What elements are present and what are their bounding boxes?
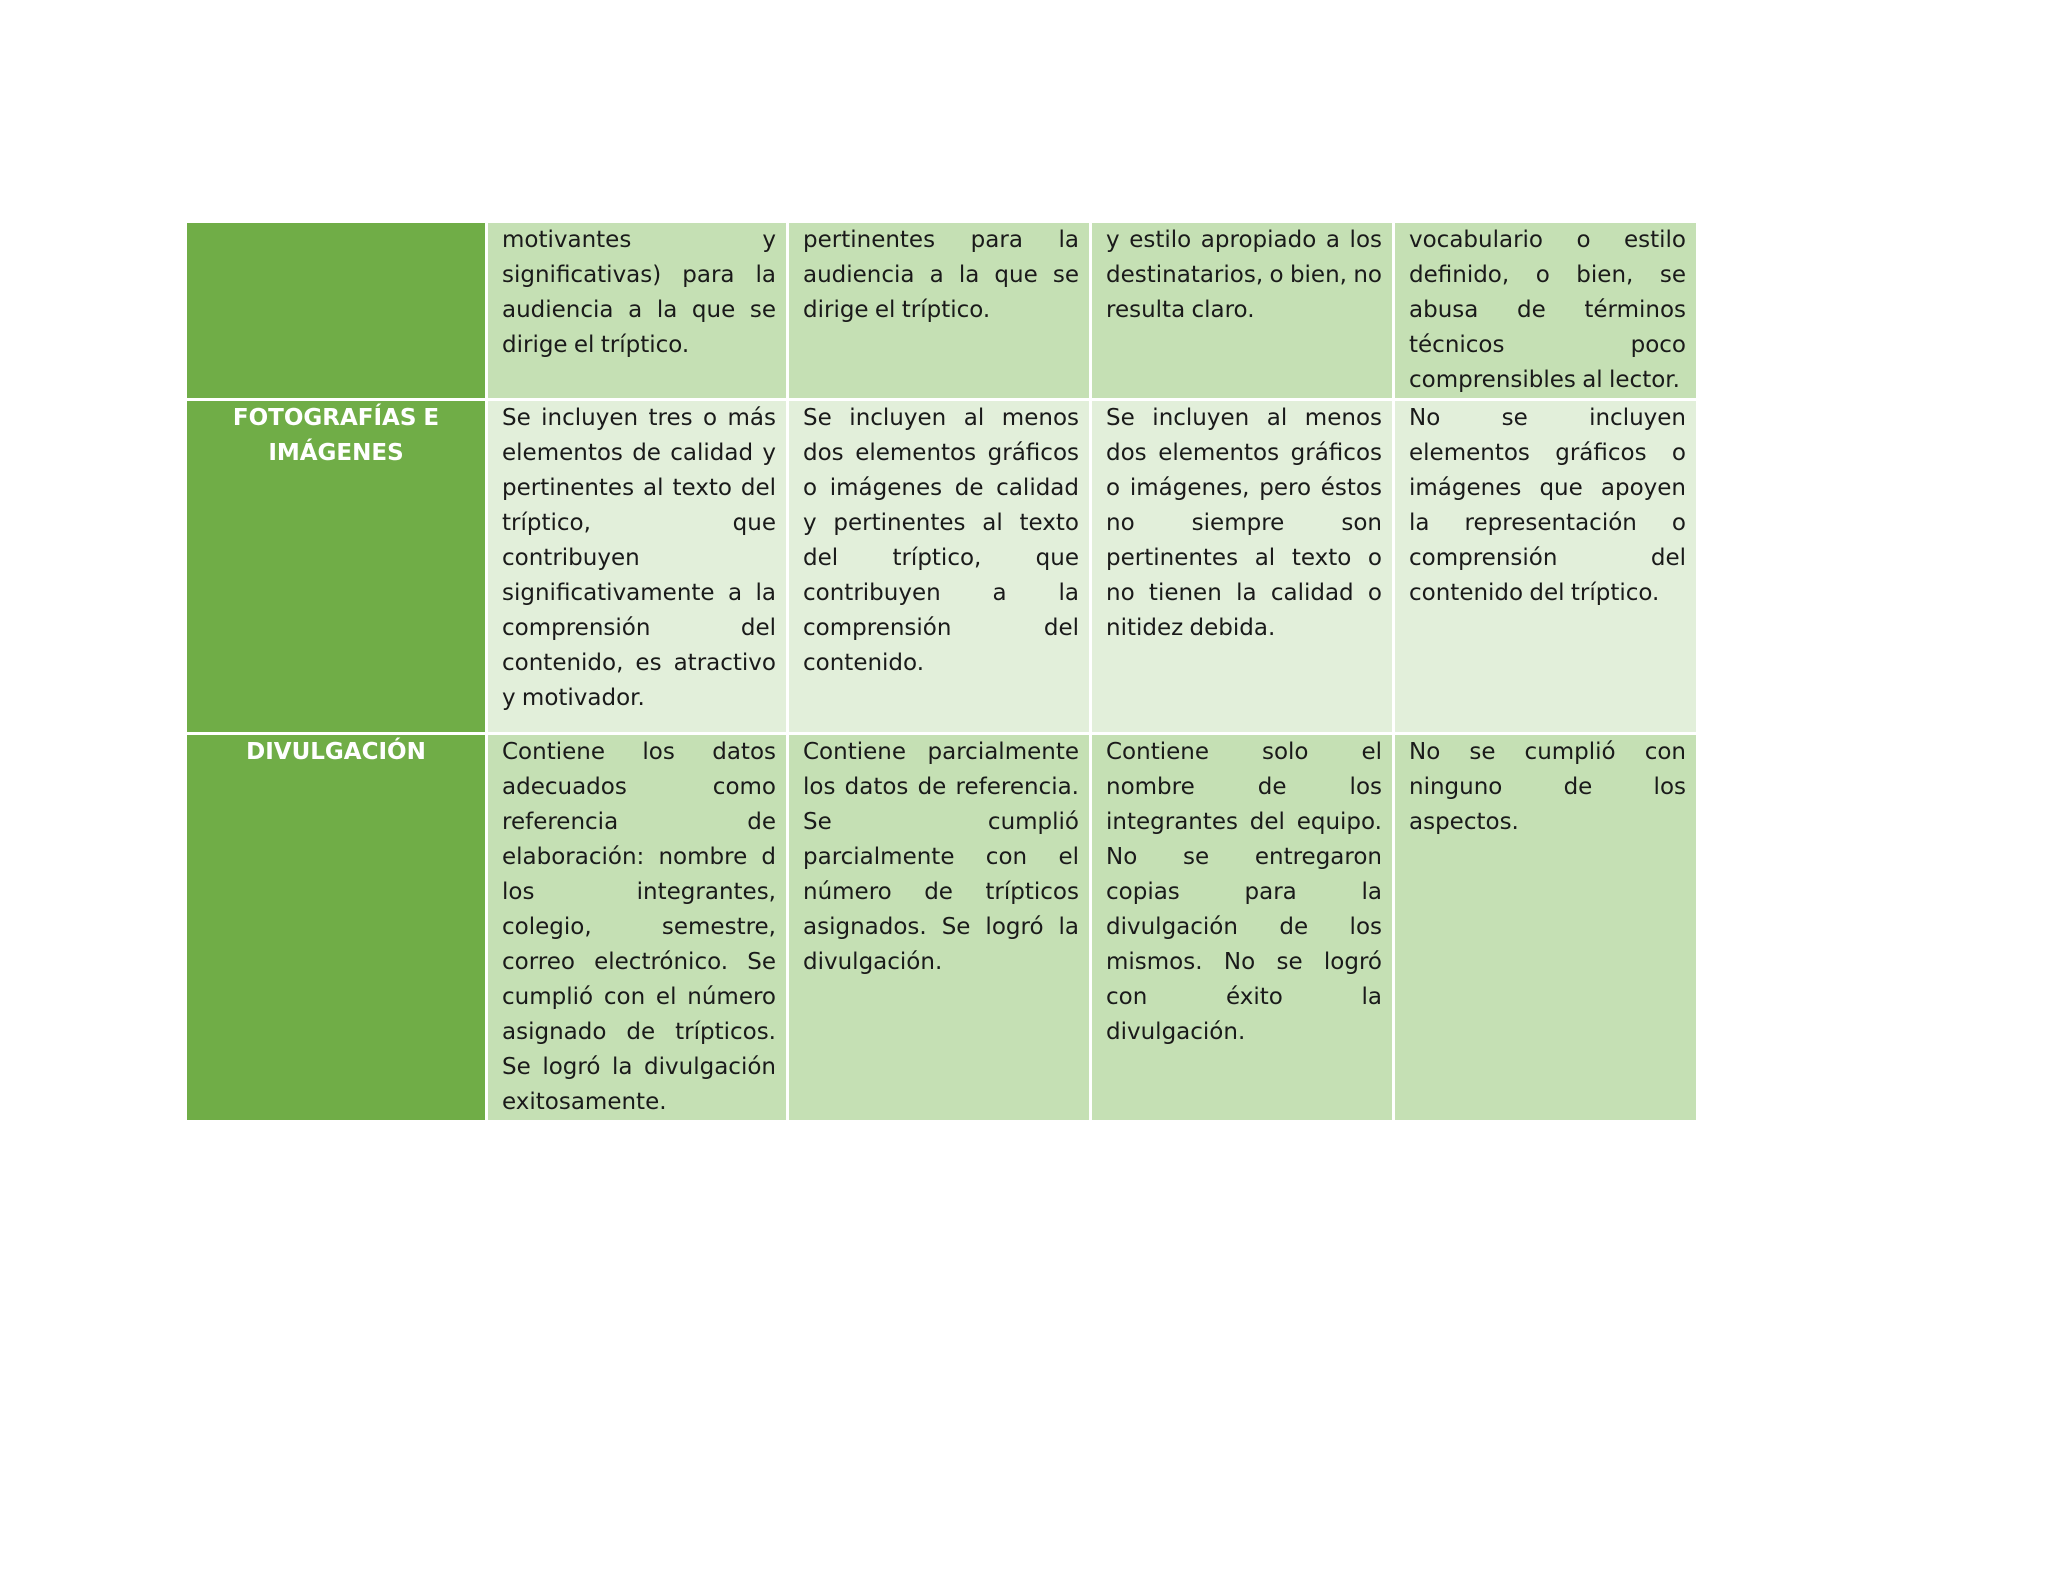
level-cell-3: Se incluyen al menos dos elementos gráficos o imágenes, pero éstos no siempre son pertinentes al texto o no tienen la calidad o nitidez debida. <box>1091 400 1394 734</box>
level-cell-1: Contiene los datos adecuados como referencia de elaboración: nombre d los integrantes, colegio, semestre, correo electrónico. Se cumplió con el número asignado de trípticos. Se logró la divulgación exitosamente. <box>487 734 788 1122</box>
rubric-row-continued <box>186 222 1698 400</box>
level-cell-1: Se incluyen tres o más elementos de calidad y pertinentes al texto del tríptico, que contribuyen significativamente a la comprensión del contenido, es atractivo y motivador. <box>487 400 788 734</box>
level-cell-4: No se cumplió con ninguno de los aspectos. <box>1394 734 1698 1122</box>
criterion-cell: DIVULGACIÓN <box>186 734 487 1122</box>
level-cell-2: Se incluyen al menos dos elementos gráficos o imágenes de calidad y pertinentes al texto del tríptico, que contribuyen a la comprensión del contenido. <box>788 400 1091 734</box>
level-cell-2: pertinentes para la audiencia a la que se dirige el tríptico. <box>788 222 1091 400</box>
criterion-cell: FOTOGRAFÍAS E IMÁGENES <box>186 400 487 734</box>
rubric-row-fotografias <box>186 400 1698 734</box>
level-cell-4: No se incluyen elementos gráficos o imágenes que apoyen la representación o comprensión del contenido del tríptico. <box>1394 400 1698 734</box>
level-cell-3: Contiene solo el nombre de los integrantes del equipo. No se entregaron copias para la divulgación de los mismos. No se logró con éxito la divulgación. <box>1091 734 1394 1122</box>
level-cell-4: vocabulario o estilo definido, o bien, se abusa de términos técnicos poco comprensibles al lector. <box>1394 222 1698 400</box>
rubric-row-divulgacion <box>186 734 1698 1122</box>
level-cell-3: y estilo apropiado a los destinatarios, o bien, no resulta claro. <box>1091 222 1394 400</box>
level-cell-2: Contiene parcialmente los datos de referencia. Se cumplió parcialmente con el número de trípticos asignados. Se logró la divulgación. <box>788 734 1091 1122</box>
criterion-cell <box>186 222 487 400</box>
rubric-table <box>184 220 1699 1123</box>
level-cell-1: motivantes y significativas) para la audiencia a la que se dirige el tríptico. <box>487 222 788 400</box>
